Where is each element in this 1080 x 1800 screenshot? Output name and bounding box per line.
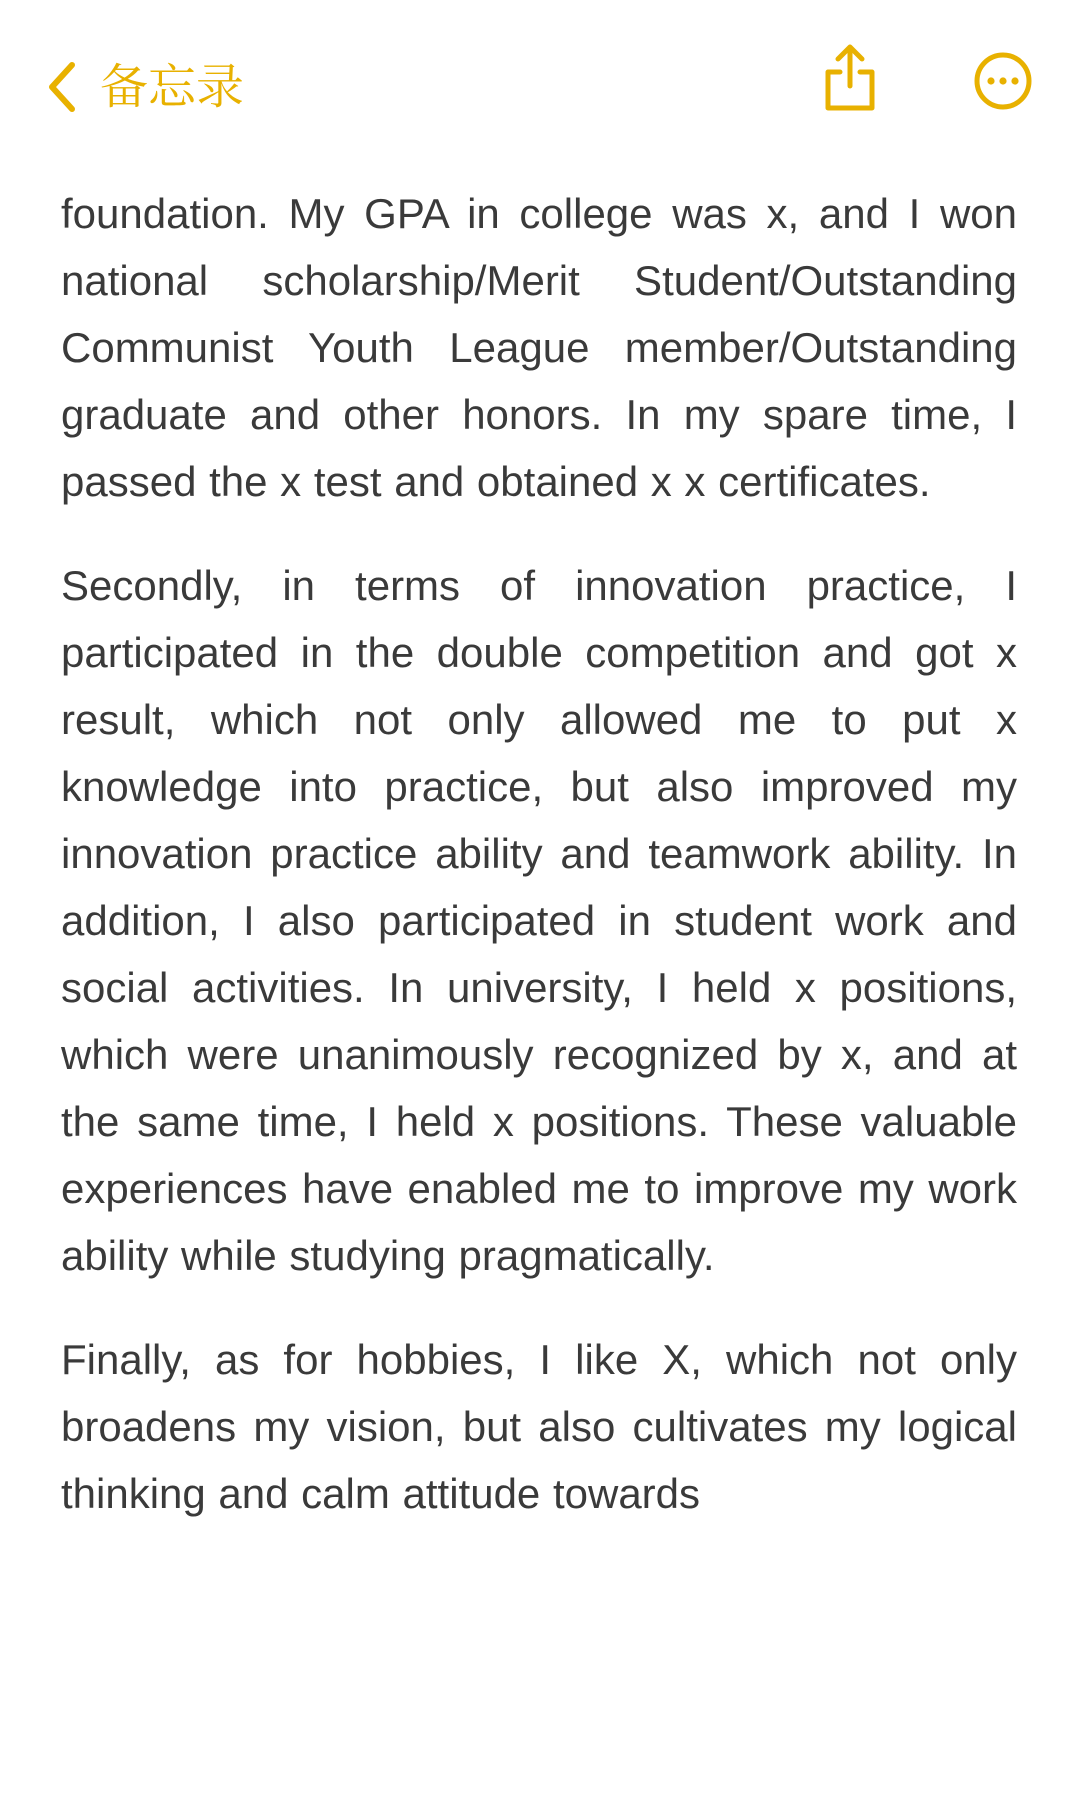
share-icon — [820, 42, 880, 114]
ellipsis-circle-icon — [973, 51, 1033, 111]
back-button[interactable] — [44, 52, 244, 122]
chevron-left-icon — [44, 59, 80, 115]
more-button[interactable] — [973, 51, 1033, 111]
back-label: 备忘录 — [100, 59, 245, 115]
share-button[interactable] — [820, 42, 880, 114]
note-paragraph: Finally, as for hobbies, I like X, which not only broadens my vision, but also cultivates my logical thinking and calm attitude towards — [61, 1336, 1017, 1517]
navigation-bar — [0, 0, 1080, 165]
note-content[interactable] — [61, 180, 1017, 1564]
note-paragraph: Secondly, in terms of innovation practice, I participated in the double competition and got x result, which not only allowed me to put x knowledge into practice, but also improved my innovation practice ability and teamwork ability. In addition, I also participated in student work and social activities. In university, I held x positions, which were unanimously recognized by x, and at the same time, I held x positions. These valuable experiences have enabled me to improve my work ability while studying pragmatically. — [61, 562, 1017, 1279]
note-paragraph: foundation. My GPA in college was x, and I won national scholarship/Merit Student/Outstanding Communist Youth League member/Outstanding graduate and other honors. In my spare time, I passed the x test and obtained x x certificates. — [61, 190, 1017, 505]
